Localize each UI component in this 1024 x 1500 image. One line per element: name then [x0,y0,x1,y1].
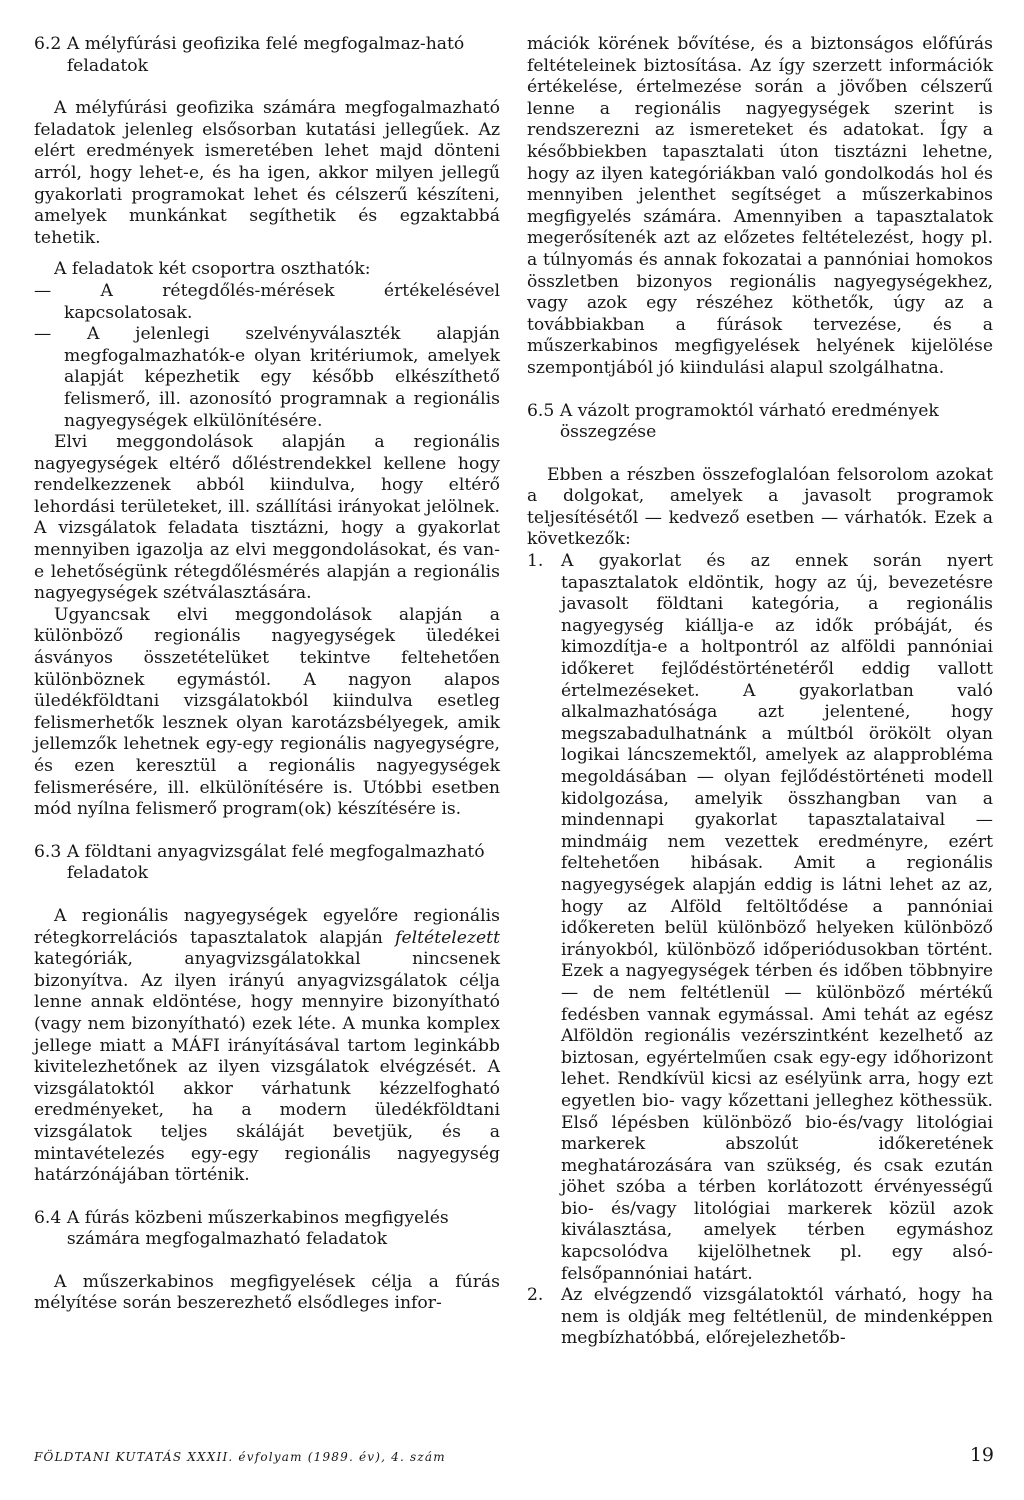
section-number: 6.4 [34,1207,67,1228]
paragraph: A mélyfúrási geofizika számára megfogalmazható feladatok jelenleg elsősorban kutatási jellegűek. Az elért eredmények ismeretében lehet majd dönteni arról, hogy lehet-e, és ha igen, akkor milyen jellegű gyakorlati programokat lehet és célszerű készíteni, amelyek munkánkat segíthetik és egzaktabbá tehetik. [34,98,500,248]
paragraph-continued: mációk körének bővítése, és a biztonságos előfúrás feltételeinek biztosítása. Az így szerzett információk értékelése, értelmezése során a jövőben célszerű lenne a regionális nagyegységek szerint is rendszerezni az ismereteket és adatokat. Így a későbbiekben tapasztalati úton tisztázni lehetne, hogy az ilyen kategóriákban való gondolkodás hol és mennyiben jelenthet segítséget a műszerkabinos megfigyelés számára. Amennyiben a tapasztalatok megerősítenék azt az előzetes feltételezést, hogy pl. a túlnyomás és annak fokozatai a pannóniai homokos összletben bizonyos regionális nagyegységekhez, vagy azok egy részéhez köthetők, úgy az a továbbiakban a fúrások tervezése, és a műszerkabinos megfigyelések helyének kijelölése szempontjából jó kiindulási alapul szolgálhatna. [527,34,993,378]
section-title: A fúrás közbeni műszerkabinos megfigyelés számára megfogalmazható feladatok [66,1207,449,1250]
dash-list-item: — A rétegdőlés-mérések értékelésével kapcsolatosak. [34,281,500,324]
paragraph: A műszerkabinos megfigyelések célja a fúrás mélyítése során beszerezhető elsődleges infor- [34,1271,500,1314]
section-title: A vázolt programoktól várható eredmények összegzése [559,400,939,443]
section-heading-6-5 [527,401,993,444]
page-footer [34,1444,994,1468]
journal-citation: FÖLDTANI KUTATÁS XXXII. évfolyam (1989. év), 4. szám [34,1450,446,1464]
paragraph: Ugyancsak elvi meggondolások alapján a különböző regionális nagyegységek üledékei ásványos összetételüket tekintve feltehetően különböznek egymástól. A nagyon alapos üledékföldtani vizsgálatokból kiindulva esetleg felismerhetők lesznek olyan karotázsbélyegek, amik jellemzők lehetnek egy-egy regionális nagyegységre, és ezen keresztül a regionális nagyegységek felismerésére, ill. elkülönítésére is. Utóbbi esetben mód nyílna felismerő program(ok) készítésére is. [34,604,500,820]
paragraph: A feladatok két csoportra oszthatók: [54,259,371,280]
item-text: A gyakorlat és az ennek során nyert tapasztalatok eldöntik, hogy az új, bevezetésre javasolt földtani kategória, a regionális nagyegység kiállja-e az idők próbáját, és kimozdítja-e a holtpontról az alföldi pannóniai időkeret fejlődéstörténetéről eddig vallott értelmezéseket. A gyakorlatban való alkalmazhatósága azt jelentené, hogy megszabadulhatnánk a múltból örökölt olyan logikai láncszemektől, amelyek az alapprobléma megoldásában — olyan fejlődéstörténeti modell kidolgozása, amelyik összhangban van a mindennapi gyakorlat tapasztalataival — mindmáig nem vezettek eredményre, ezért feltehetően hibásak. Amit a regionális nagyegységek alapján eddig is látni lehet az az, hogy az Alföld feltöltődése a pannóniai időkereten belül különböző helyeken különböző irányokból, különböző időperiódusokban történt. Ezek a nagyegységek térben és időben többnyire — de nem feltétlenül — különböző mértékű fedésben vannak egymással. Ami tehát az egész Alföldön regionális vezérszintként kezelhető az biztosan, egyértelműen csak egy-egy időhorizont lehet. Rendkívül kicsi az esélyünk arra, hogy ezt egyetlen bio- vagy kőzettani jelleghez köthessük. Első lépésben különböző bio-és/vagy litológiai markerek abszolút időkeretének meghatározására van szükség, és csak ezután jöhet szóba a térben korlátozott érvényességű bio- és/vagy litológiai markerek közül azok kiválasztása, amelyek térben egymáshoz kapcsolódva kijelölhetnek pl. egy alsó-felsőpannóniai határt. [561,551,993,1284]
right-column [527,34,993,1350]
emphasis: feltételezett [395,927,500,948]
paragraph: Ebben a részben összefoglalóan felsorolom azokat a dolgokat, amelyek a javasolt programok teljesítésétől — kedvező esetben — várhatók. Ezek a következők: [527,464,993,550]
left-column [34,34,500,1315]
item-text: Az elvégzendő vizsgálatoktól várható, hogy ha nem is oldják meg feltétlenül, de mindenképpen megbízhatóbbá, előrejelezhetőb- [561,1285,993,1349]
paragraph [34,906,500,1187]
section-number: 6.2 [34,34,67,54]
dash-list-item: — A jelenlegi szelvényválaszték alapján megfogalmazhatók-e olyan kritériumok, amelyek alapját képezhetik egy később elkészíthető felismerő, ill. azonosító programnak a regionális nagyegységek elkülönítésére. [34,324,500,432]
section-heading-6-2 [34,34,500,77]
section-title: A mélyfúrási geofizika felé megfogalmaz-ható feladatok [66,34,465,76]
section-heading-6-3 [34,842,500,885]
page-number: 19 [969,1444,994,1466]
text-run: A regionális nagyegységek egyelőre regionális rétegkorrelációs tapasztalatok alapján [34,905,500,948]
paragraph: Elvi meggondolások alapján a regionális nagyegységek eltérő dőléstrendekkel kellene hogy rendelkezzenek abból kiindulva, hogy eltérő lehordási területeket, ill. szállítási irányokat jelölnek. A vizsgálatok feladata tisztázni, hogy a gyakorlat mennyiben igazolja az elvi meggondolásokat, és van-e lehetőségünk rétegdőlésmérés alapján a regionális nagyegységek szétválasztására. [34,432,500,604]
section-heading-6-4 [34,1208,500,1251]
numbered-list-item [527,551,993,1285]
item-number: 1. [527,551,544,572]
numbered-list-item [527,1285,993,1350]
text-run: kategóriák, anyagvizsgálatokkal nincsenek bizonyítva. Az ilyen irányú anyagvizsgálatok célja lenne annak eldöntése, hogy mennyire bizonyítható (vagy nem bizonyítható) ezek léte. A munka komplex jellege miatt a MÁFI irányításával tartom leginkább kivitelezhetőnek az ilyen vizsgálatok elvégzését. A vizsgálatoktól akkor várhatunk kézzelfogható eredményeket, ha a modern üledékföldtani vizsgálatok teljes skáláját bevetjük, és a mintavételezés egy-egy regionális nagyegység határzónájában történik. [34,949,500,1186]
item-number: 2. [527,1285,544,1306]
section-title: A földtani anyagvizsgálat felé megfogalmazható feladatok [66,841,485,884]
section-number: 6.5 [527,400,560,421]
section-number: 6.3 [34,841,67,862]
